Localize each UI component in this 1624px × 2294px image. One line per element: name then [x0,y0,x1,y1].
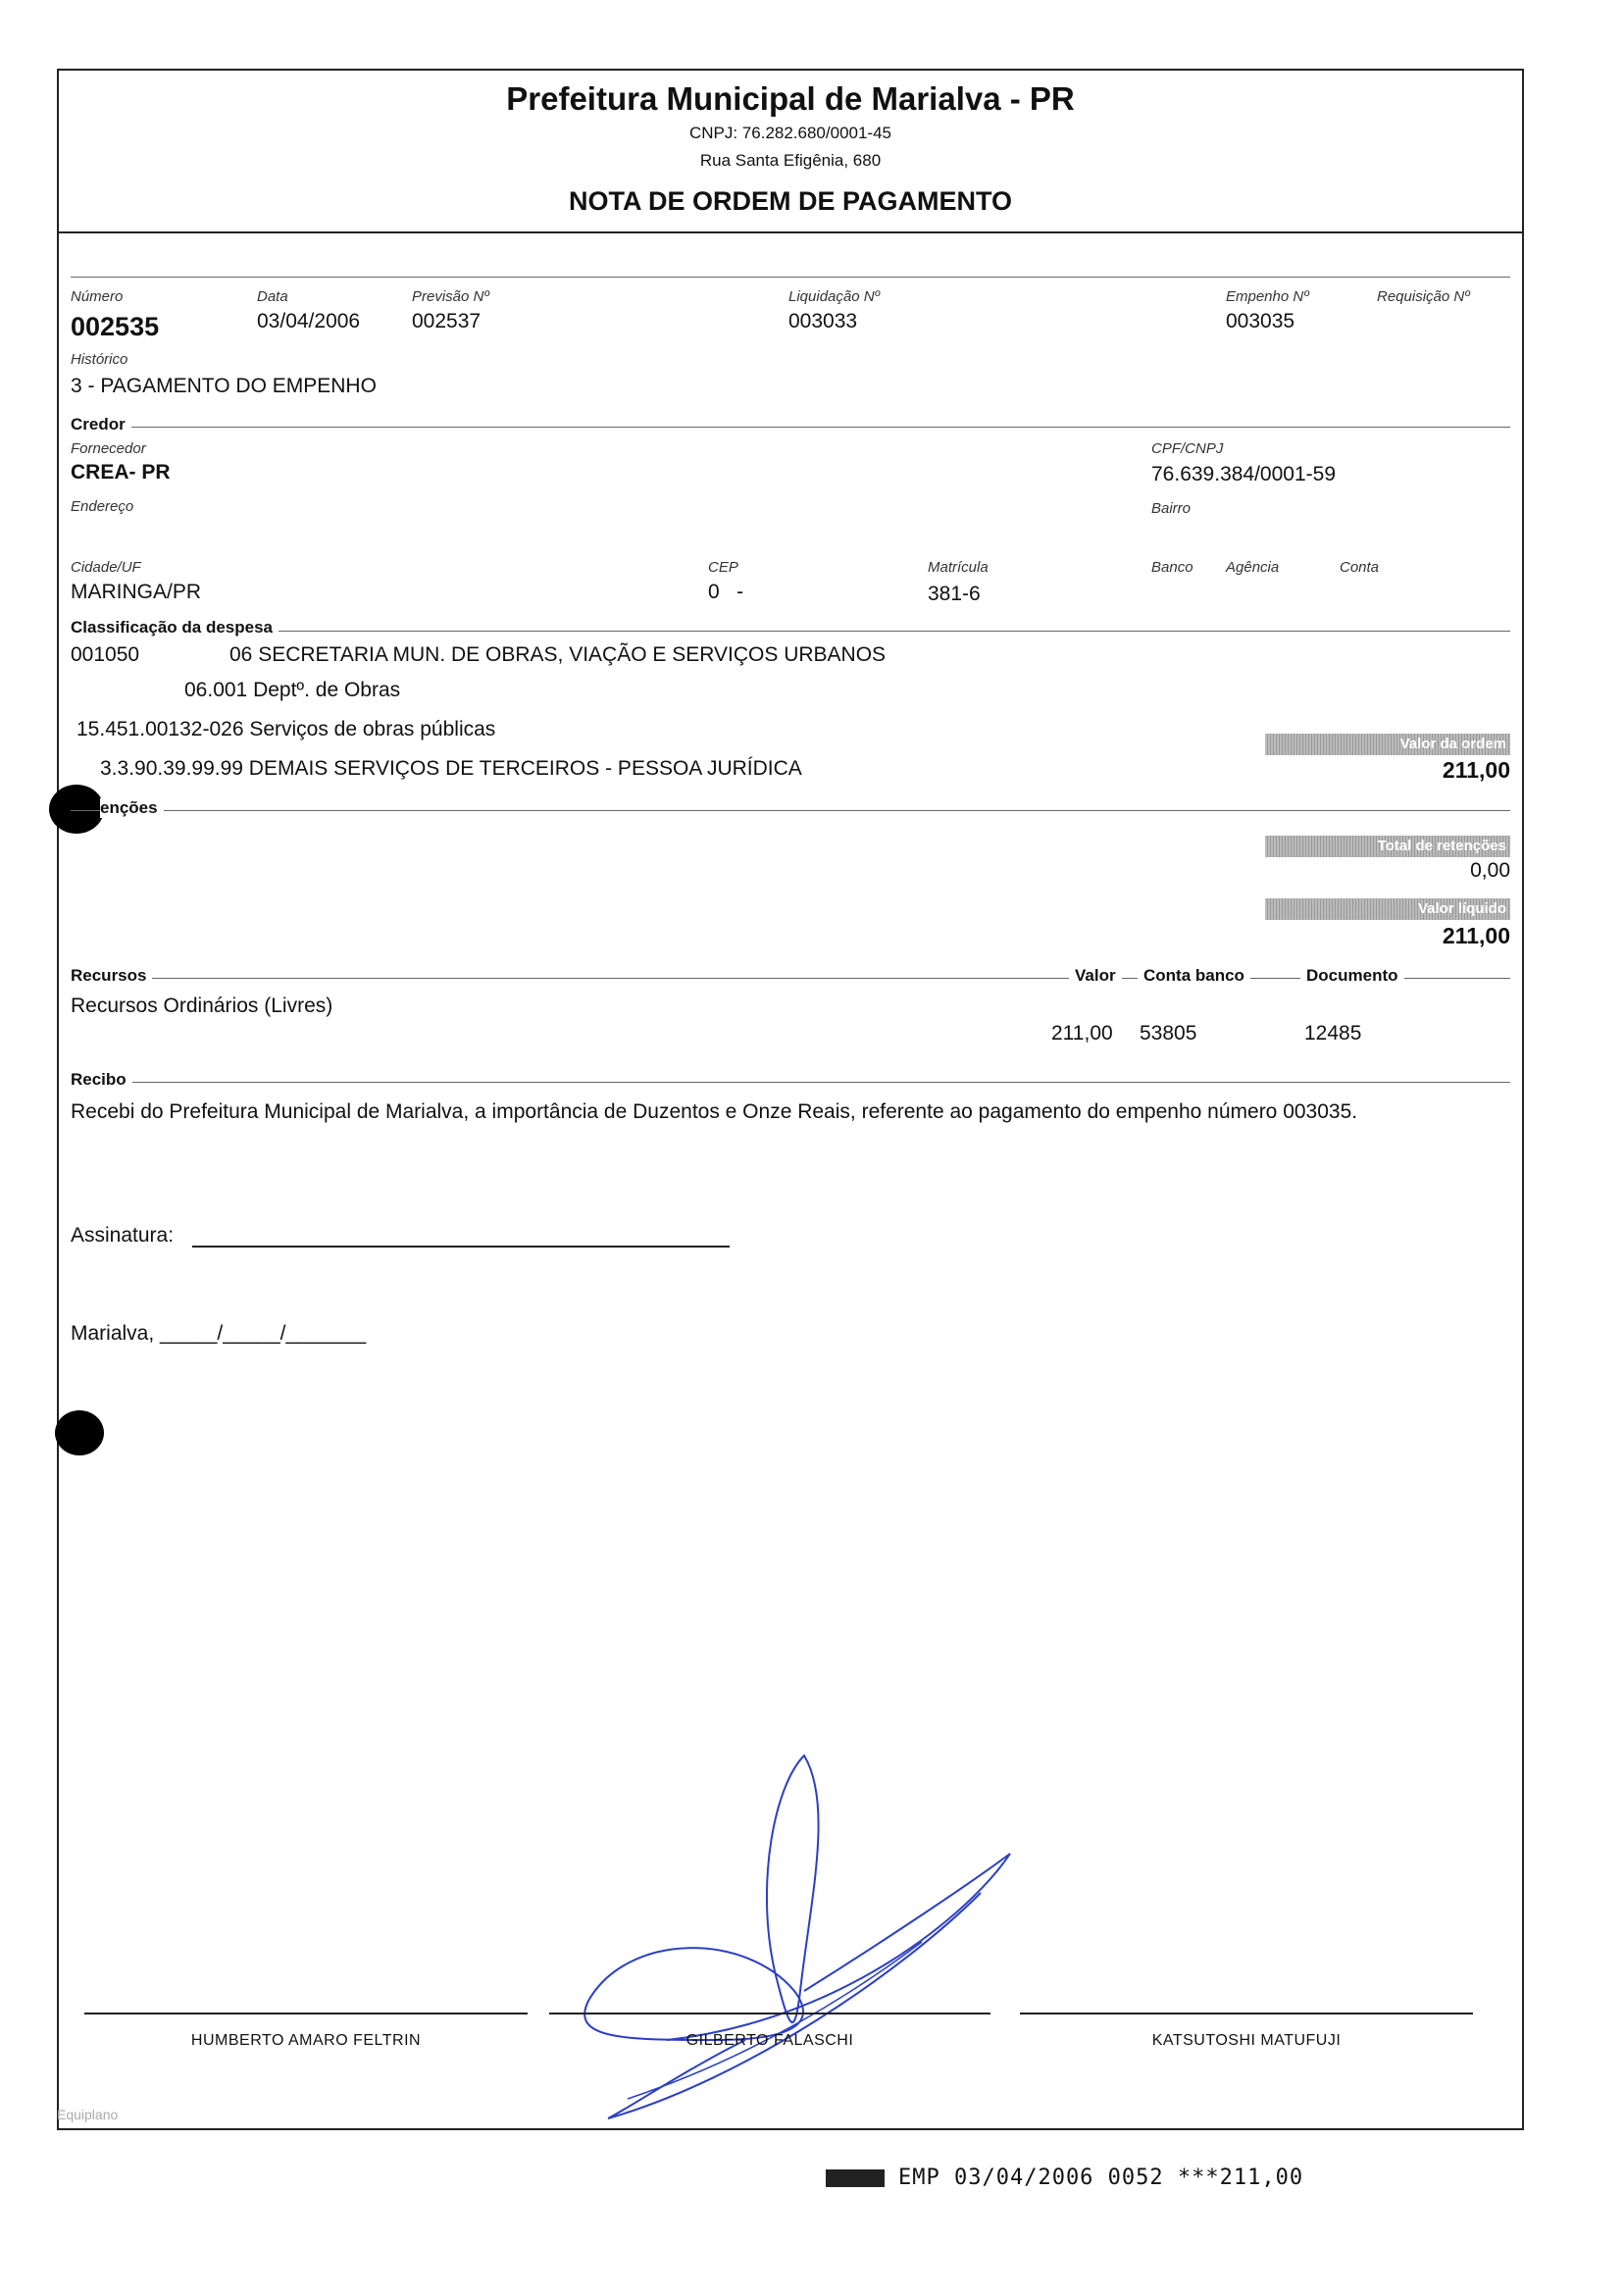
bank-stamp [826,2166,1303,2190]
historico-label: Histórico [71,351,128,368]
recursos-fonte: Recursos Ordinários (Livres) [71,994,333,1017]
conta-label: Conta [1340,559,1380,576]
matricula-label: Matrícula [928,559,989,576]
recursos-valor-header: Valor [1069,966,1122,986]
total-retencoes-value: 0,00 [1470,859,1510,882]
liquidacao-label: Liquidação Nº [788,288,881,305]
recursos-section-title: Recursos [71,966,152,986]
credor-rule [71,427,1510,428]
recibo-rule [71,1082,1510,1083]
data-label: Data [257,288,288,305]
fornecedor-label: Fornecedor [71,440,146,457]
date-place-line: Marialva, _____/_____/_______ [71,1322,367,1345]
valor-ordem-label: Valor da ordem [1265,734,1510,755]
valor-ordem-value: 211,00 [1442,757,1510,783]
recursos-documento-header: Documento [1300,966,1404,986]
credor-section-title: Credor [71,415,131,434]
funcional-text: 15.451.00132-026 Serviços de obras públicas [76,718,496,740]
numero-label: Número [71,288,124,305]
empenho-label: Empenho Nº [1226,288,1309,305]
signatory-1: HUMBERTO AMARO FELTRIN [190,2032,422,2049]
signatory-2: GILBERTO FALASCHI [685,2032,854,2049]
valor-liquido-label: Valor líquido [1265,898,1510,920]
requisicao-label: Requisição Nº [1377,288,1470,305]
recursos-conta-header: Conta banco [1138,966,1250,986]
signatory-3: KATSUTOSHI MATUFUJI [1151,2032,1342,2049]
matricula-value: 381-6 [928,583,981,605]
cpf-label: CPF/CNPJ [1151,440,1224,457]
classificacao-section-title: Classificação da despesa [71,618,279,637]
historico-value: 3 - PAGAMENTO DO EMPENHO [71,375,377,397]
empenho-value: 003035 [1226,310,1295,332]
total-retencoes-label: Total de retenções [1265,836,1510,857]
retencoes-section-title: enções [100,798,164,818]
recursos-rule [71,978,1510,979]
cidade-label: Cidade/UF [71,559,141,576]
hole-punch-mark [55,1410,104,1455]
issuer-address: Rua Santa Efigênia, 680 [699,151,882,170]
previsao-label: Previsão Nº [412,288,489,305]
cidade-value: MARINGA/PR [71,581,202,603]
agencia-label: Agência [1226,559,1280,576]
software-watermark: Equiplano [57,2107,119,2122]
cpf-value: 76.639.384/0001-59 [1151,463,1337,485]
cep-label: CEP [708,559,738,576]
liquidacao-value: 003033 [788,310,858,332]
elemento-text: 3.3.90.39.99.99 DEMAIS SERVIÇOS DE TERCEIROS - PESSOA JURÍDICA [100,757,802,780]
bairro-label: Bairro [1151,500,1192,517]
recibo-text: Recebi do Prefeitura Municipal de Marialva, a importância de Duzentos e Onze Reais, referente ao pagamento do empenho número 003035. [71,1100,1358,1123]
classificacao-code: 001050 [71,643,140,666]
orgao-text: 06 SECRETARIA MUN. DE OBRAS, VIAÇÃO E SERVIÇOS URBANOS [229,643,887,666]
endereco-label: Endereço [71,498,134,515]
numero-value: 002535 [71,312,160,341]
issuer-title: Prefeitura Municipal de Marialva - PR [506,80,1075,117]
recursos-valor: 211,00 [1051,1022,1113,1045]
signature-line-2 [549,2013,990,2014]
assinatura-line [192,1246,730,1248]
previsao-value: 002537 [412,310,482,332]
signature-line-3 [1020,2013,1473,2014]
order-top-rule [71,277,1510,278]
fornecedor-value: CREA- PR [71,461,171,484]
assinatura-label: Assinatura: [71,1224,175,1247]
handwritten-signature [549,1746,1040,2138]
valor-liquido-value: 211,00 [1442,923,1510,948]
recibo-section-title: Recibo [71,1070,132,1090]
recursos-conta: 53805 [1140,1022,1197,1045]
issuer-cnpj: CNPJ: 76.282.680/0001-45 [688,124,892,142]
recursos-documento: 12485 [1304,1022,1362,1045]
classificacao-rule [71,631,1510,632]
document-title: NOTA DE ORDEM DE PAGAMENTO [568,186,1012,216]
cep-value: 0 - [708,581,744,603]
signature-line-1 [84,2013,528,2014]
banco-label: Banco [1151,559,1193,576]
bank-logo-icon [826,2169,885,2187]
retencoes-rule [71,810,1510,811]
data-value: 03/04/2006 [257,310,361,332]
hole-punch-mark [49,785,104,834]
header-divider [57,231,1524,233]
unidade-text: 06.001 Deptº. de Obras [184,679,401,701]
bank-stamp-text: EMP 03/04/2006 0052 ***211,00 [898,2166,1304,2190]
